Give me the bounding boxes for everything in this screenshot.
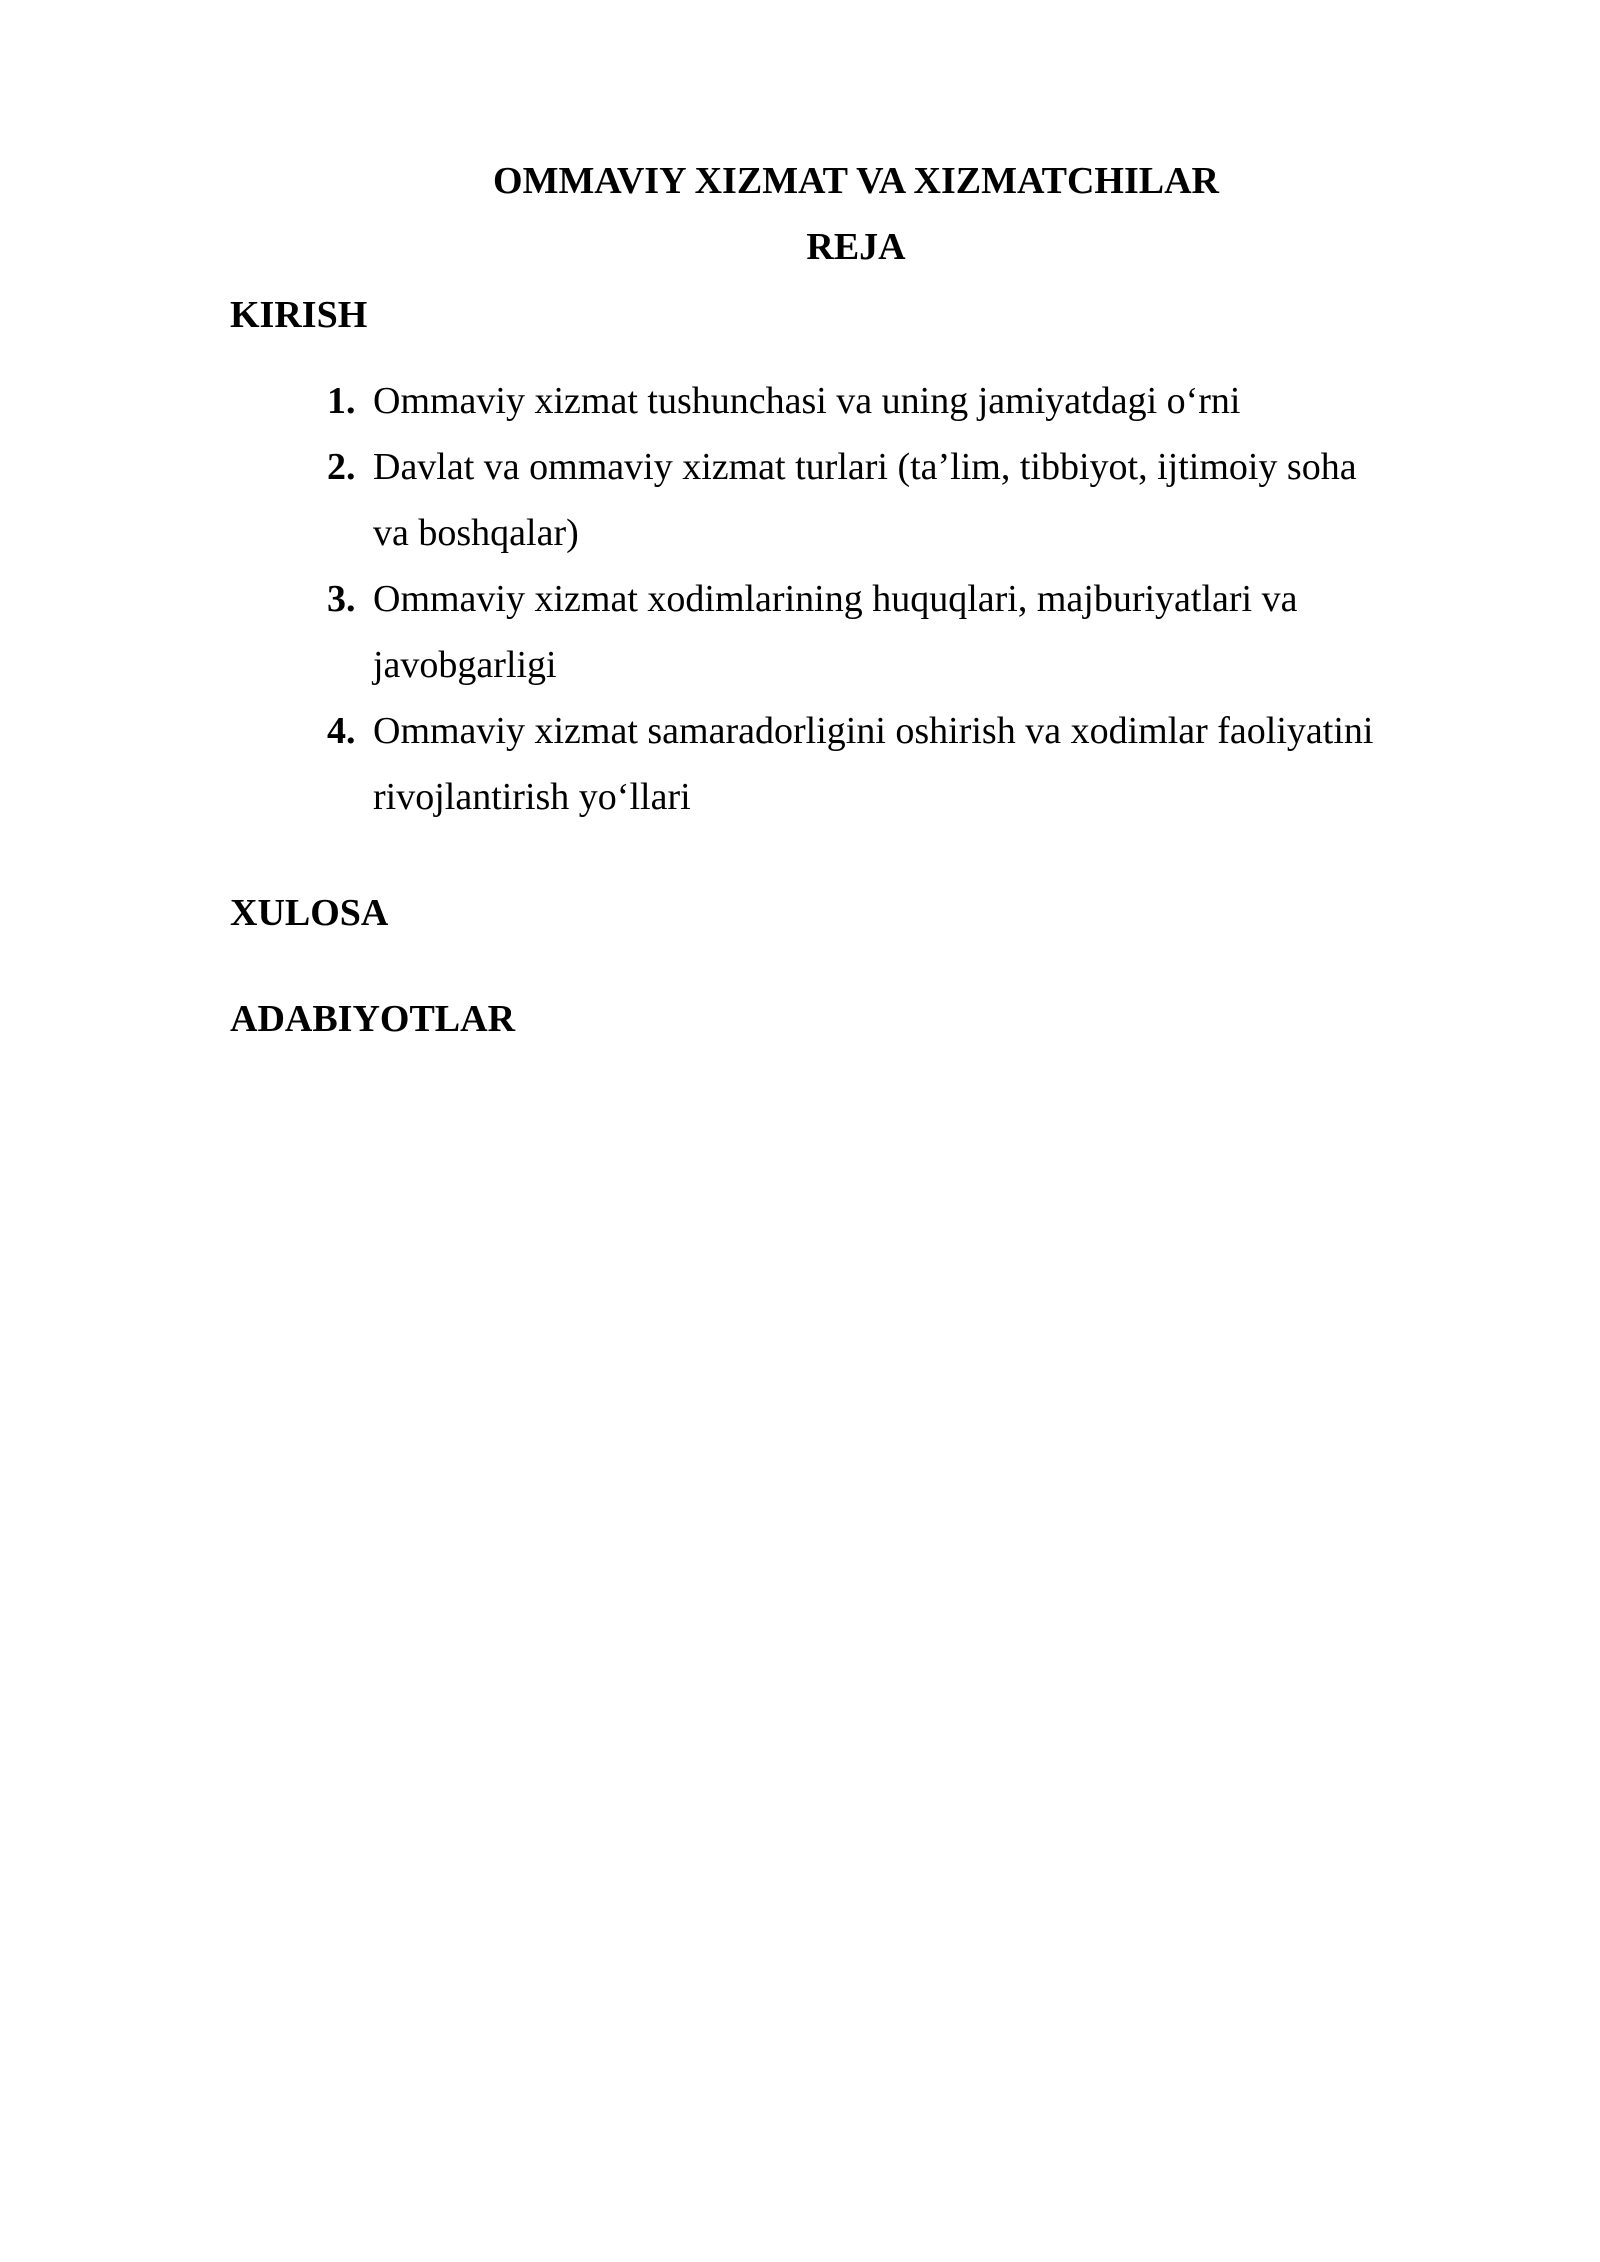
plan-list — [230, 368, 1378, 830]
plan-item-2 — [230, 434, 1378, 566]
plan-item-1-text: Ommaviy xizmat tushunchasi va uning jamiyatdagi o‘rni — [373, 380, 1241, 422]
plan-item-1 — [230, 368, 1378, 434]
plan-item-2-text: Davlat va ommaviy xizmat turlari (ta’lim, tibbiyot, ijtimoiy soha va boshqalar) — [373, 446, 1357, 554]
plan-item-2-number: 2. — [327, 446, 356, 488]
plan-item-4 — [230, 698, 1378, 830]
plan-item-3 — [230, 566, 1378, 698]
document-subtitle-reja: REJA — [806, 226, 906, 268]
plan-item-4-text: Ommaviy xizmat samaradorligini oshirish va xodimlar faoliyatini rivojlantirish yo‘llari — [373, 710, 1374, 818]
heading-adabiyotlar: ADABIYOTLAR — [230, 998, 516, 1040]
plan-item-3-text: Ommaviy xizmat xodimlarining huquqlari, majburiyatlari va javobgarligi — [373, 578, 1298, 686]
plan-item-4-number: 4. — [327, 710, 356, 752]
plan-item-1-number: 1. — [327, 380, 356, 422]
heading-kirish: KIRISH — [230, 294, 368, 336]
plan-item-3-number: 3. — [327, 578, 356, 620]
heading-xulosa: XULOSA — [230, 892, 389, 934]
document-title: OMMAVIY XIZMAT VA XIZMATCHILAR — [493, 160, 1219, 202]
